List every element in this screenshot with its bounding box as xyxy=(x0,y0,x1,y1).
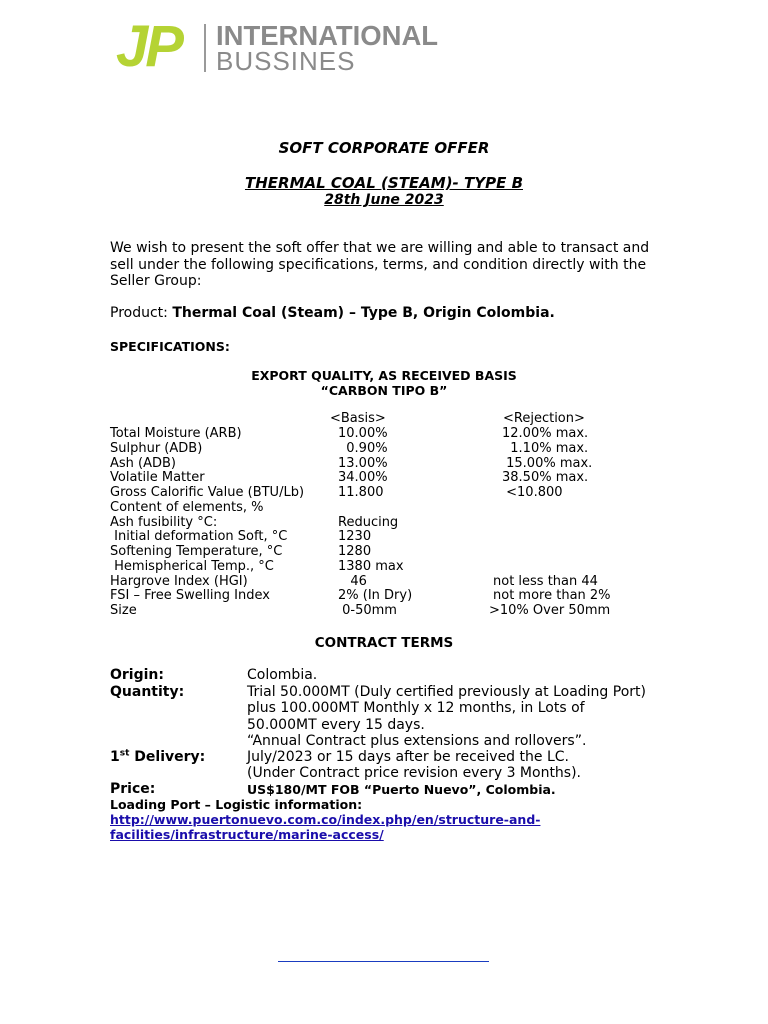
port-info-link-line1[interactable]: http://www.puertonuevo.com.co/index.php/en/structure-and- xyxy=(110,812,541,827)
loading-port-heading: Loading Port – Logistic information: xyxy=(110,797,363,812)
port-info-link[interactable] xyxy=(110,812,540,842)
spec-row xyxy=(0,441,768,456)
spec-row xyxy=(0,515,768,530)
port-info-link-line2[interactable]: facilities/infrastructure/marine-access/ xyxy=(110,827,384,842)
spec-row xyxy=(0,426,768,441)
spec-name: Volatile Matter xyxy=(110,470,205,486)
spec-name: Ash fusibility °C: xyxy=(110,514,218,530)
document-date: 28th June 2023 xyxy=(324,192,444,208)
spec-basis: 1230 xyxy=(338,529,372,545)
company-logo-line1: INTERNATIONAL xyxy=(216,20,439,51)
spec-basis: 1280 xyxy=(338,544,372,559)
delivery-label: 1st Delivery: xyxy=(110,748,206,765)
spec-row xyxy=(0,544,768,559)
spec-rejection: 1.10% max. xyxy=(502,440,589,456)
intro-paragraph: We wish to present the soft offer that we are willing and able to transact and sell under the following specifications, terms, and condition directly with the Seller Group: xyxy=(110,240,650,289)
spec-name: FSI – Free Swelling Index xyxy=(110,588,270,604)
spec-rejection: >10% Over 50mm xyxy=(489,603,611,618)
spec-basis: 0.90% xyxy=(338,440,388,456)
spec-row xyxy=(0,500,768,515)
quantity-label: Quantity: xyxy=(110,684,185,700)
spec-row xyxy=(0,603,768,618)
spec-rejection: not less than 44 xyxy=(493,573,598,589)
contract-terms-heading: CONTRACT TERMS xyxy=(314,635,454,651)
specifications-heading: SPECIFICATIONS: xyxy=(110,339,230,354)
spec-name: Total Moisture (ARB) xyxy=(110,426,242,441)
spec-row xyxy=(0,574,768,589)
spec-name: Sulphur (ADB) xyxy=(110,440,203,456)
spec-basis: 11.800 xyxy=(338,485,384,500)
spec-name: Content of elements, % xyxy=(110,499,264,515)
spec-rejection: 12.00% max. xyxy=(502,426,589,441)
footer-link-underline xyxy=(278,961,489,962)
origin-value: Colombia. xyxy=(247,667,318,683)
spec-rejection: <10.800 xyxy=(502,485,563,500)
product-value: Thermal Coal (Steam) – Type B, Origin Colombia. xyxy=(172,305,555,321)
spec-row xyxy=(0,485,768,500)
spec-rejection: not more than 2% xyxy=(493,588,611,604)
spec-row xyxy=(0,529,768,544)
spec-name: Size xyxy=(110,603,137,618)
spec-name: Hargrove Index (HGI) xyxy=(110,573,248,589)
spec-row xyxy=(0,456,768,471)
product-label: Product: xyxy=(110,305,173,321)
spec-basis: 2% (In Dry) xyxy=(338,588,413,604)
spec-row xyxy=(0,588,768,603)
document-title: SOFT CORPORATE OFFER xyxy=(278,139,490,157)
price-value: US$180/MT FOB “Puerto Nuevo”, Colombia. xyxy=(247,782,556,797)
quantity-line: plus 100.000MT Monthly x 12 months, in Lots of xyxy=(247,700,585,717)
rejection-header: <Rejection> xyxy=(503,411,585,426)
spec-name: Softening Temperature, °C xyxy=(110,544,283,559)
company-logo-line2: BUSSINES xyxy=(216,46,356,76)
spec-basis: 1380 max xyxy=(338,558,404,574)
spec-row xyxy=(0,470,768,485)
delivery-value xyxy=(247,749,581,782)
spec-basis: Reducing xyxy=(338,514,399,530)
delivery-line: (Under Contract price revision every 3 Months). xyxy=(247,765,582,782)
spec-basis: 34.00% xyxy=(338,470,388,486)
spec-name: Hemispherical Temp., °C xyxy=(110,558,274,574)
spec-basis: 0-50mm xyxy=(338,603,397,618)
spec-name: Initial deformation Soft, °C xyxy=(110,529,288,545)
spec-name: Ash (ADB) xyxy=(110,455,177,471)
quantity-value xyxy=(247,684,646,749)
logo-divider xyxy=(204,24,206,72)
spec-basis: 13.00% xyxy=(338,455,388,471)
document-subtitle: THERMAL COAL (STEAM)- TYPE B xyxy=(244,174,523,192)
carbon-tipo-line: “CARBON TIPO B” xyxy=(320,383,448,398)
price-label: Price: xyxy=(110,781,156,797)
company-logo-mark: JP xyxy=(116,14,181,79)
quantity-line: Trial 50.000MT (Duly certified previously at Loading Port) xyxy=(247,684,646,700)
spec-name: Gross Calorific Value (BTU/Lb) xyxy=(110,485,305,500)
export-quality-line: EXPORT QUALITY, AS RECEIVED BASIS xyxy=(251,368,517,383)
spec-basis: 46 xyxy=(338,573,367,589)
quantity-line: 50.000MT every 15 days. xyxy=(247,716,425,733)
spec-table-header xyxy=(0,411,768,426)
delivery-line: July/2023 or 15 days after be received the LC. xyxy=(247,749,569,765)
spec-rejection: 15.00% max. xyxy=(502,455,593,471)
basis-header: <Basis> xyxy=(330,411,386,426)
quantity-line: “Annual Contract plus extensions and rollovers”. xyxy=(247,732,587,749)
spec-basis: 10.00% xyxy=(338,426,388,441)
spec-row xyxy=(0,559,768,574)
product-line xyxy=(110,305,555,321)
origin-label: Origin: xyxy=(110,667,164,683)
spec-rejection: 38.50% max. xyxy=(502,470,589,486)
